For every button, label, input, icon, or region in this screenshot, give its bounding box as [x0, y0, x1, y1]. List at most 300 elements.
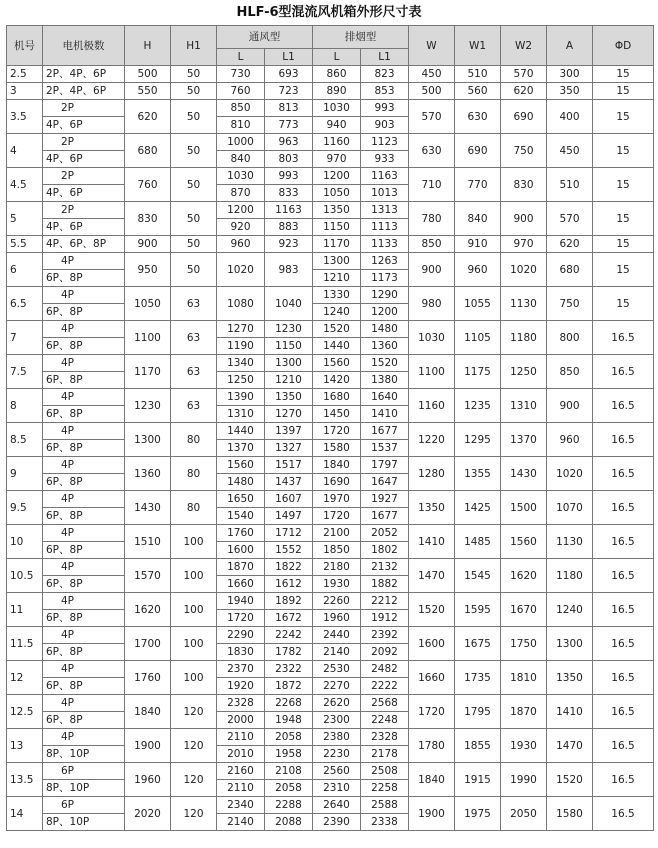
exhaust-L1-cell: 1520	[361, 355, 409, 372]
A-cell: 1240	[547, 593, 593, 627]
header-H: H	[125, 26, 171, 66]
W1-cell: 1175	[455, 355, 501, 389]
A-cell: 680	[547, 253, 593, 287]
exhaust-L-cell: 2180	[313, 559, 361, 576]
A-cell: 850	[547, 355, 593, 389]
table-row	[7, 593, 654, 610]
exhaust-L-cell: 2140	[313, 644, 361, 661]
table-row	[7, 559, 654, 576]
intake-L-cell: 1440	[217, 423, 265, 440]
H-cell: 550	[125, 83, 171, 100]
motor-cell: 6P、8P	[43, 304, 125, 321]
A-cell: 1520	[547, 763, 593, 797]
intake-L-cell: 1720	[217, 610, 265, 627]
exhaust-L-cell: 2310	[313, 780, 361, 797]
H1-cell: 100	[171, 661, 217, 695]
W1-cell: 690	[455, 134, 501, 168]
intake-L-cell: 1870	[217, 559, 265, 576]
motor-cell: 4P	[43, 491, 125, 508]
motor-cell: 4P、6P	[43, 219, 125, 236]
phiD-cell: 16.5	[593, 661, 654, 695]
exhaust-L-cell: 970	[313, 151, 361, 168]
header-exhaust-L1: L1	[361, 49, 409, 66]
table-row	[7, 66, 654, 83]
phiD-cell: 16.5	[593, 321, 654, 355]
exhaust-L-cell: 1440	[313, 338, 361, 355]
exhaust-L1-cell: 1640	[361, 389, 409, 406]
H1-cell: 50	[171, 134, 217, 168]
intake-L1-cell: 1822	[265, 559, 313, 576]
exhaust-L-cell: 1300	[313, 253, 361, 270]
W2-cell: 690	[501, 100, 547, 134]
intake-L-cell: 1760	[217, 525, 265, 542]
table-row	[7, 202, 654, 219]
H-cell: 1760	[125, 661, 171, 695]
W2-cell: 1310	[501, 389, 547, 423]
A-cell: 800	[547, 321, 593, 355]
exhaust-L-cell: 1450	[313, 406, 361, 423]
intake-L1-cell: 993	[265, 168, 313, 185]
W-cell: 450	[409, 66, 455, 83]
motor-cell: 6P、8P	[43, 440, 125, 457]
intake-L1-cell: 1397	[265, 423, 313, 440]
header-exhaust-L: L	[313, 49, 361, 66]
intake-L-cell: 1200	[217, 202, 265, 219]
W-cell: 980	[409, 287, 455, 321]
W1-cell: 1355	[455, 457, 501, 491]
intake-L-cell: 850	[217, 100, 265, 117]
phiD-cell: 16.5	[593, 729, 654, 763]
intake-L-cell: 920	[217, 219, 265, 236]
H-cell: 1300	[125, 423, 171, 457]
intake-L-cell: 2010	[217, 746, 265, 763]
header-W1: W1	[455, 26, 501, 66]
W2-cell: 620	[501, 83, 547, 100]
exhaust-L1-cell: 2212	[361, 593, 409, 610]
exhaust-L-cell: 1560	[313, 355, 361, 372]
motor-cell: 6P、8P	[43, 678, 125, 695]
motor-cell: 6P	[43, 763, 125, 780]
H-cell: 830	[125, 202, 171, 236]
model-cell: 10.5	[7, 559, 43, 593]
intake-L1-cell: 1948	[265, 712, 313, 729]
intake-L1-cell: 833	[265, 185, 313, 202]
H-cell: 1570	[125, 559, 171, 593]
motor-cell: 4P、6P、8P	[43, 236, 125, 253]
intake-L-cell: 2160	[217, 763, 265, 780]
model-cell: 9	[7, 457, 43, 491]
motor-cell: 4P、6P	[43, 117, 125, 134]
W1-cell: 770	[455, 168, 501, 202]
H-cell: 1510	[125, 525, 171, 559]
motor-cell: 6P、8P	[43, 474, 125, 491]
W1-cell: 1915	[455, 763, 501, 797]
exhaust-L1-cell: 2092	[361, 644, 409, 661]
model-cell: 3.5	[7, 100, 43, 134]
H1-cell: 100	[171, 593, 217, 627]
exhaust-L1-cell: 1263	[361, 253, 409, 270]
exhaust-L1-cell: 1313	[361, 202, 409, 219]
W2-cell: 1620	[501, 559, 547, 593]
model-cell: 12	[7, 661, 43, 695]
table-row	[7, 763, 654, 780]
W2-cell: 1430	[501, 457, 547, 491]
exhaust-L1-cell: 1882	[361, 576, 409, 593]
intake-L-cell: 1540	[217, 508, 265, 525]
W1-cell: 1795	[455, 695, 501, 729]
intake-L-cell: 1250	[217, 372, 265, 389]
A-cell: 1130	[547, 525, 593, 559]
phiD-cell: 16.5	[593, 627, 654, 661]
W-cell: 1900	[409, 797, 455, 831]
model-cell: 6	[7, 253, 43, 287]
intake-L1-cell: 1210	[265, 372, 313, 389]
W-cell: 1350	[409, 491, 455, 525]
motor-cell: 2P	[43, 100, 125, 117]
A-cell: 620	[547, 236, 593, 253]
table-row	[7, 491, 654, 508]
H1-cell: 80	[171, 457, 217, 491]
table-row	[7, 627, 654, 644]
W1-cell: 1105	[455, 321, 501, 355]
W-cell: 1720	[409, 695, 455, 729]
exhaust-L1-cell: 1677	[361, 423, 409, 440]
intake-L1-cell: 1150	[265, 338, 313, 355]
motor-cell: 4P、6P	[43, 151, 125, 168]
H-cell: 1840	[125, 695, 171, 729]
model-cell: 4	[7, 134, 43, 168]
exhaust-L-cell: 1680	[313, 389, 361, 406]
intake-L1-cell: 1350	[265, 389, 313, 406]
H1-cell: 120	[171, 763, 217, 797]
intake-L-cell: 2328	[217, 695, 265, 712]
intake-L1-cell: 2088	[265, 814, 313, 831]
phiD-cell: 16.5	[593, 525, 654, 559]
exhaust-L1-cell: 933	[361, 151, 409, 168]
W-cell: 1280	[409, 457, 455, 491]
H-cell: 1230	[125, 389, 171, 423]
exhaust-L-cell: 2620	[313, 695, 361, 712]
intake-L1-cell: 813	[265, 100, 313, 117]
table-body	[7, 66, 654, 831]
table-row	[7, 457, 654, 474]
motor-cell: 8P、10P	[43, 746, 125, 763]
W1-cell: 560	[455, 83, 501, 100]
table-row	[7, 321, 654, 338]
exhaust-L-cell: 2390	[313, 814, 361, 831]
intake-L1-cell: 1517	[265, 457, 313, 474]
exhaust-L-cell: 1050	[313, 185, 361, 202]
H1-cell: 50	[171, 100, 217, 134]
A-cell: 300	[547, 66, 593, 83]
W2-cell: 1670	[501, 593, 547, 627]
motor-cell: 2P、4P、6P	[43, 83, 125, 100]
table-row	[7, 100, 654, 117]
W2-cell: 1750	[501, 627, 547, 661]
motor-cell: 4P	[43, 627, 125, 644]
motor-cell: 2P	[43, 202, 125, 219]
W2-cell: 1180	[501, 321, 547, 355]
table-row	[7, 287, 654, 304]
exhaust-L-cell: 1720	[313, 423, 361, 440]
W1-cell: 1295	[455, 423, 501, 457]
motor-cell: 4P	[43, 389, 125, 406]
W-cell: 1160	[409, 389, 455, 423]
model-cell: 13	[7, 729, 43, 763]
W1-cell: 1545	[455, 559, 501, 593]
A-cell: 350	[547, 83, 593, 100]
header-motor: 电机极数	[43, 26, 125, 66]
W1-cell: 1595	[455, 593, 501, 627]
motor-cell: 4P	[43, 355, 125, 372]
exhaust-L1-cell: 1802	[361, 542, 409, 559]
W-cell: 1600	[409, 627, 455, 661]
W2-cell: 830	[501, 168, 547, 202]
exhaust-L-cell: 2440	[313, 627, 361, 644]
exhaust-L1-cell: 1380	[361, 372, 409, 389]
intake-L1-cell: 1712	[265, 525, 313, 542]
exhaust-L1-cell: 1200	[361, 304, 409, 321]
phiD-cell: 15	[593, 168, 654, 202]
intake-L-cell: 2000	[217, 712, 265, 729]
exhaust-L-cell: 2640	[313, 797, 361, 814]
intake-L-cell: 1940	[217, 593, 265, 610]
intake-L-cell: 960	[217, 236, 265, 253]
table-row	[7, 525, 654, 542]
H1-cell: 63	[171, 389, 217, 423]
intake-L-cell: 760	[217, 83, 265, 100]
W-cell: 1410	[409, 525, 455, 559]
intake-L1-cell: 2058	[265, 780, 313, 797]
motor-cell: 4P	[43, 457, 125, 474]
H-cell: 950	[125, 253, 171, 287]
W1-cell: 910	[455, 236, 501, 253]
A-cell: 1350	[547, 661, 593, 695]
exhaust-L1-cell: 1912	[361, 610, 409, 627]
model-cell: 13.5	[7, 763, 43, 797]
W2-cell: 1500	[501, 491, 547, 525]
intake-L1-cell: 1607	[265, 491, 313, 508]
phiD-cell: 16.5	[593, 559, 654, 593]
W1-cell: 510	[455, 66, 501, 83]
exhaust-L1-cell: 1927	[361, 491, 409, 508]
motor-cell: 6P、8P	[43, 576, 125, 593]
intake-L-cell: 730	[217, 66, 265, 83]
intake-L1-cell: 1892	[265, 593, 313, 610]
A-cell: 1300	[547, 627, 593, 661]
A-cell: 1410	[547, 695, 593, 729]
intake-L-cell: 870	[217, 185, 265, 202]
A-cell: 900	[547, 389, 593, 423]
exhaust-L1-cell: 2248	[361, 712, 409, 729]
intake-L1-cell: 1497	[265, 508, 313, 525]
motor-cell: 6P、8P	[43, 542, 125, 559]
exhaust-L-cell: 1850	[313, 542, 361, 559]
W1-cell: 1485	[455, 525, 501, 559]
exhaust-L-cell: 1350	[313, 202, 361, 219]
exhaust-L-cell: 2230	[313, 746, 361, 763]
W1-cell: 1055	[455, 287, 501, 321]
motor-cell: 4P	[43, 423, 125, 440]
W-cell: 850	[409, 236, 455, 253]
motor-cell: 6P、8P	[43, 406, 125, 423]
intake-L1-cell: 773	[265, 117, 313, 134]
H-cell: 1620	[125, 593, 171, 627]
table-row	[7, 661, 654, 678]
exhaust-L-cell: 1210	[313, 270, 361, 287]
exhaust-L-cell: 1330	[313, 287, 361, 304]
A-cell: 1580	[547, 797, 593, 831]
A-cell: 570	[547, 202, 593, 236]
W1-cell: 1675	[455, 627, 501, 661]
A-cell: 1470	[547, 729, 593, 763]
A-cell: 450	[547, 134, 593, 168]
phiD-cell: 15	[593, 66, 654, 83]
intake-L-cell: 840	[217, 151, 265, 168]
exhaust-L1-cell: 2052	[361, 525, 409, 542]
exhaust-L1-cell: 1797	[361, 457, 409, 474]
A-cell: 1020	[547, 457, 593, 491]
motor-cell: 6P	[43, 797, 125, 814]
intake-L1-cell: 723	[265, 83, 313, 100]
table-row	[7, 729, 654, 746]
W-cell: 1470	[409, 559, 455, 593]
W1-cell: 1235	[455, 389, 501, 423]
exhaust-L1-cell: 1360	[361, 338, 409, 355]
motor-cell: 2P	[43, 134, 125, 151]
H1-cell: 80	[171, 423, 217, 457]
W-cell: 500	[409, 83, 455, 100]
A-cell: 750	[547, 287, 593, 321]
H-cell: 2020	[125, 797, 171, 831]
intake-L1-cell: 923	[265, 236, 313, 253]
H1-cell: 100	[171, 627, 217, 661]
H-cell: 1430	[125, 491, 171, 525]
W1-cell: 840	[455, 202, 501, 236]
phiD-cell: 15	[593, 134, 654, 168]
exhaust-L-cell: 2260	[313, 593, 361, 610]
W2-cell: 1870	[501, 695, 547, 729]
exhaust-L-cell: 2380	[313, 729, 361, 746]
exhaust-L-cell: 2530	[313, 661, 361, 678]
phiD-cell: 15	[593, 100, 654, 134]
H1-cell: 50	[171, 253, 217, 287]
phiD-cell: 15	[593, 236, 654, 253]
exhaust-L1-cell: 903	[361, 117, 409, 134]
exhaust-L-cell: 860	[313, 66, 361, 83]
exhaust-L1-cell: 1480	[361, 321, 409, 338]
exhaust-L-cell: 1720	[313, 508, 361, 525]
phiD-cell: 16.5	[593, 491, 654, 525]
exhaust-L-cell: 1030	[313, 100, 361, 117]
model-cell: 8.5	[7, 423, 43, 457]
dimensions-table	[6, 25, 654, 831]
H1-cell: 63	[171, 321, 217, 355]
phiD-cell: 15	[593, 253, 654, 287]
phiD-cell: 16.5	[593, 457, 654, 491]
exhaust-L1-cell: 2222	[361, 678, 409, 695]
model-cell: 10	[7, 525, 43, 559]
intake-L-cell: 1650	[217, 491, 265, 508]
phiD-cell: 15	[593, 287, 654, 321]
intake-L1-cell: 2268	[265, 695, 313, 712]
intake-L-cell: 1310	[217, 406, 265, 423]
table-title: HLF-6型混流风机箱外形尺寸表	[236, 5, 422, 20]
header-phiD: ΦD	[593, 26, 654, 66]
W2-cell: 1370	[501, 423, 547, 457]
exhaust-L-cell: 1930	[313, 576, 361, 593]
H-cell: 900	[125, 236, 171, 253]
W2-cell: 900	[501, 202, 547, 236]
intake-L1-cell: 693	[265, 66, 313, 83]
motor-cell: 4P	[43, 695, 125, 712]
intake-L-cell: 2370	[217, 661, 265, 678]
intake-L1-cell: 1552	[265, 542, 313, 559]
exhaust-L1-cell: 993	[361, 100, 409, 117]
H-cell: 680	[125, 134, 171, 168]
exhaust-L-cell: 1420	[313, 372, 361, 389]
intake-L-cell: 1080	[217, 287, 265, 321]
intake-L-cell: 1270	[217, 321, 265, 338]
phiD-cell: 16.5	[593, 355, 654, 389]
H-cell: 1170	[125, 355, 171, 389]
exhaust-L-cell: 2100	[313, 525, 361, 542]
intake-L1-cell: 883	[265, 219, 313, 236]
model-cell: 11	[7, 593, 43, 627]
motor-cell: 8P、10P	[43, 814, 125, 831]
intake-L1-cell: 1437	[265, 474, 313, 491]
W2-cell: 970	[501, 236, 547, 253]
table-row	[7, 695, 654, 712]
H1-cell: 100	[171, 559, 217, 593]
intake-L1-cell: 1327	[265, 440, 313, 457]
exhaust-L-cell: 1960	[313, 610, 361, 627]
A-cell: 1180	[547, 559, 593, 593]
exhaust-L1-cell: 1173	[361, 270, 409, 287]
W2-cell: 750	[501, 134, 547, 168]
phiD-cell: 16.5	[593, 695, 654, 729]
intake-L-cell: 2140	[217, 814, 265, 831]
A-cell: 400	[547, 100, 593, 134]
H1-cell: 50	[171, 83, 217, 100]
W1-cell: 630	[455, 100, 501, 134]
motor-cell: 6P、8P	[43, 508, 125, 525]
intake-L-cell: 1600	[217, 542, 265, 559]
intake-L-cell: 2290	[217, 627, 265, 644]
W-cell: 780	[409, 202, 455, 236]
intake-L-cell: 1340	[217, 355, 265, 372]
W-cell: 1660	[409, 661, 455, 695]
motor-cell: 6P、8P	[43, 712, 125, 729]
motor-cell: 4P	[43, 729, 125, 746]
model-cell: 8	[7, 389, 43, 423]
H1-cell: 50	[171, 66, 217, 83]
table-row	[7, 134, 654, 151]
intake-L-cell: 1390	[217, 389, 265, 406]
exhaust-L-cell: 1160	[313, 134, 361, 151]
exhaust-L1-cell: 1677	[361, 508, 409, 525]
intake-L1-cell: 1958	[265, 746, 313, 763]
intake-L-cell: 2340	[217, 797, 265, 814]
intake-L1-cell: 1872	[265, 678, 313, 695]
intake-L1-cell: 2242	[265, 627, 313, 644]
intake-L-cell: 1000	[217, 134, 265, 151]
W2-cell: 1990	[501, 763, 547, 797]
model-cell: 3	[7, 83, 43, 100]
A-cell: 960	[547, 423, 593, 457]
exhaust-L1-cell: 1537	[361, 440, 409, 457]
intake-L-cell: 1190	[217, 338, 265, 355]
